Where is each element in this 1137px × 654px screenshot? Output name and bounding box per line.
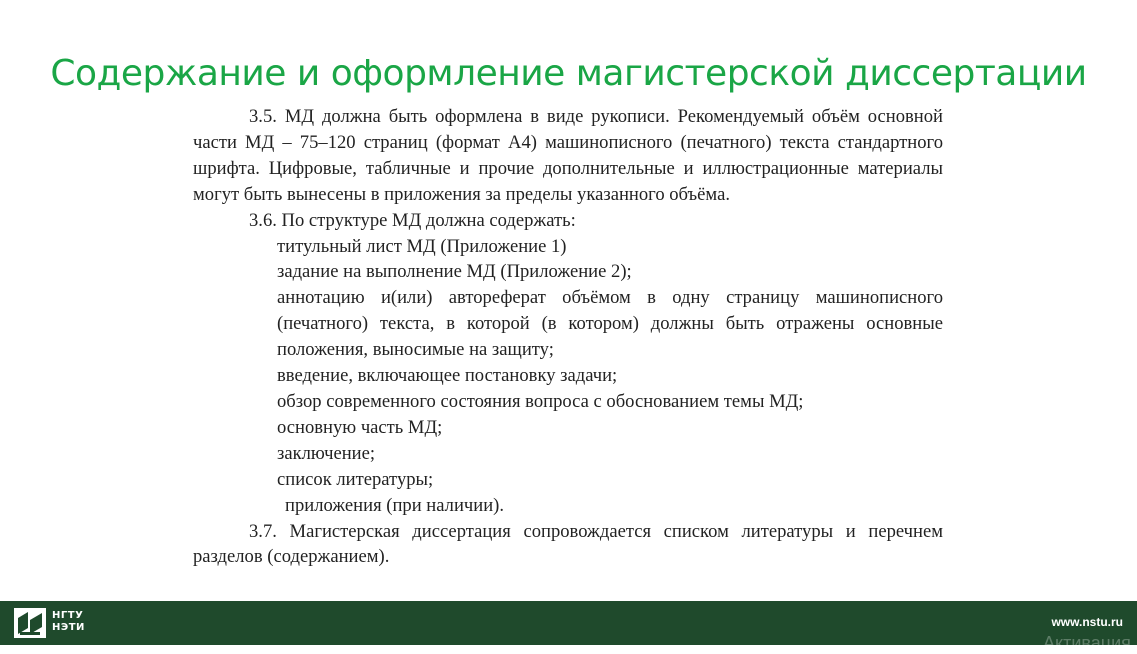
- list-item: [193, 259, 943, 285]
- list-item: [193, 234, 943, 260]
- paragraph-number: 3.7.: [249, 520, 277, 542]
- list-item-text: список литературы;: [277, 468, 434, 490]
- structure-list: [193, 234, 943, 519]
- website-link[interactable]: www.nstu.ru: [1051, 615, 1123, 629]
- list-item: [193, 389, 943, 415]
- list-item-text: приложения (при наличии).: [285, 494, 504, 516]
- list-item-text: титульный лист МД (Приложение 1): [277, 235, 567, 257]
- paragraph-text: По структуре МД должна содержать:: [281, 209, 576, 231]
- list-item-text: введение, включающее постановку задачи;: [277, 365, 618, 387]
- nstu-logo-icon: [14, 608, 46, 638]
- paragraph-number: 3.6.: [249, 209, 277, 231]
- paragraph-number: 3.5.: [249, 106, 277, 127]
- footer-bar: [0, 601, 1137, 645]
- list-item: [193, 363, 943, 389]
- paragraph-text: Магистерская диссертация сопровождается списком литературы и перечнем разделов (содержанием).: [193, 520, 943, 568]
- list-item: [193, 493, 943, 519]
- list-item: [193, 467, 943, 493]
- list-item-text: обзор современного состояния вопроса с обоснованием темы МД;: [277, 390, 804, 412]
- list-item: [193, 415, 943, 441]
- paragraph-text: МД должна быть оформлена в виде рукописи. Рекомендуемый объём основной части МД – 75–120 страниц (формат А4) машинописного (печатного) текста стандартного шрифта. Цифровые, табличные и прочие дополнительные и иллюстрационные материалы могут быть вынесены в приложения за пределы указанного объёма.: [193, 106, 943, 205]
- logo-line-1: НГТУ: [52, 610, 84, 621]
- logo-line-2: НЭТИ: [52, 622, 85, 633]
- list-item-text: основную часть МД;: [277, 416, 443, 438]
- list-item: [193, 285, 943, 363]
- activation-watermark: Активация: [1043, 633, 1131, 653]
- list-item-text: задание на выполнение МД (Приложение 2);: [277, 261, 632, 283]
- logo-text: [52, 610, 85, 634]
- paragraph-3-5: [193, 104, 943, 208]
- list-item-text: заключение;: [277, 442, 376, 464]
- list-item-text: аннотацию и(или) автореферат объёмом в одну страницу машинописного (печатного) текста, в которой (в котором) должны быть отражены основные положения, выносимые на защиту;: [277, 287, 943, 361]
- slide-title: Содержание и оформление магистерской диссертации: [50, 53, 1087, 94]
- paragraph-3-7: [193, 519, 943, 571]
- paragraph-3-6: [193, 208, 943, 234]
- document-body: [193, 104, 943, 570]
- list-item: [193, 441, 943, 467]
